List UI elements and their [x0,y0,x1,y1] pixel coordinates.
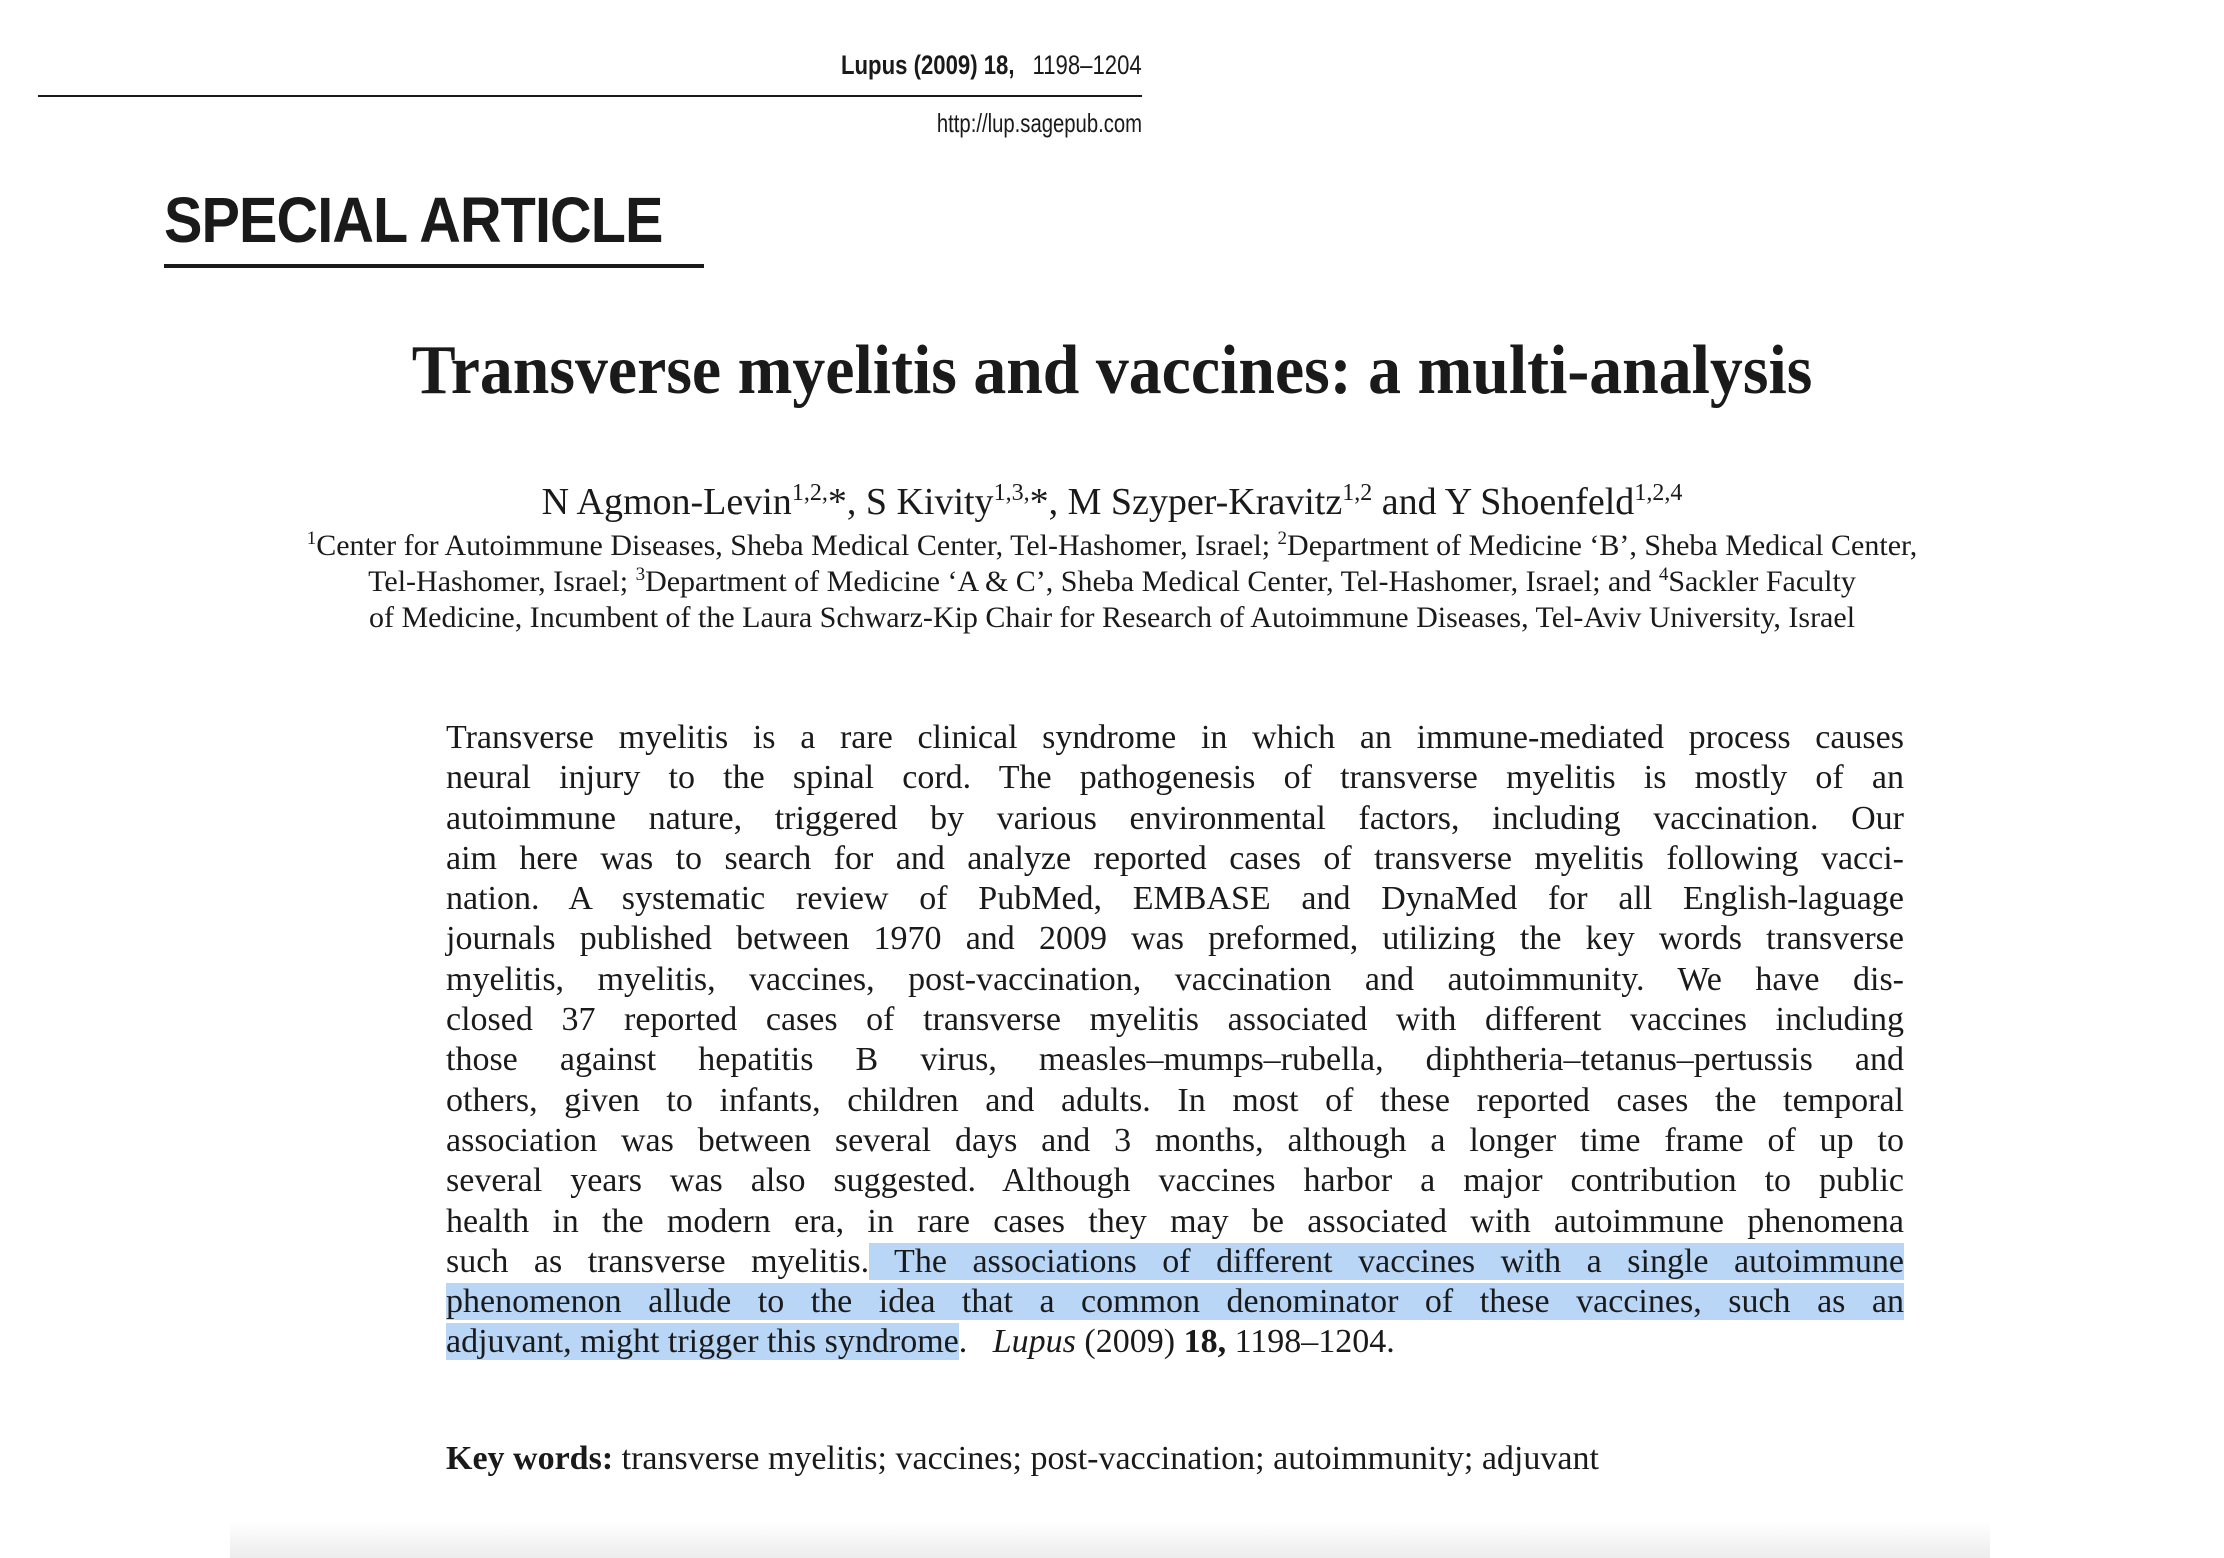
author-name: Y Shoenfeld [1444,481,1635,523]
author-separator: , [1048,481,1068,523]
author-affiliation-sup: 1,2 [1342,480,1373,506]
author-affiliation-sup: 1,3, [993,480,1030,506]
journal-url[interactable]: http://lup.sagepub.com [936,108,1142,138]
affiliation-text: Center for Autoimmune Diseases, Sheba Medical Center, Tel-Hashomer, Israel; [316,529,1278,562]
journal-citation-header [841,50,1142,81]
abstract-text: such as transverse myelitis. [446,1242,870,1280]
journal-name: Lupus (2009) 18, [841,50,1015,80]
section-label-underline [164,264,704,268]
keywords-text: transverse myelitis; vaccines; post-vaccination; autoimmunity; adjuvant [613,1440,1599,1477]
journal-pages: 1198–1204 [1032,50,1142,80]
bottom-shadow [230,1522,1990,1558]
keywords [446,1440,1599,1478]
affiliation-sup: 3 [635,564,646,585]
abstract-line: aim here was to search for and analyze reported cases of transverse myelitis following vacci- [446,839,1904,877]
affiliation-line: of Medicine, Incumbent of the Laura Schwarz-Kip Chair for Research of Autoimmune Diseases, Tel-Aviv University, Israel [368,601,1856,634]
abstract-line [446,1282,1904,1322]
affiliation-text: Tel-Hashomer, Israel; [368,565,636,598]
author-name: M Szyper-Kravitz [1067,481,1343,523]
author-mark: * [1029,481,1049,523]
abstract-line: health in the modern era, in rare cases they may be associated with autoimmune phenomena [446,1202,1904,1240]
author-separator: and [1372,481,1445,523]
author-affiliation-sup: 1,2,4 [1634,480,1683,506]
affiliation-sup: 2 [1277,528,1288,549]
affiliations [0,528,2224,636]
selected-text-highlight[interactable]: phenomenon allude to the idea that a common denominator of these vaccines, such as an [446,1283,1904,1321]
citation-volume: 18, [1183,1323,1227,1361]
section-label: SPECIAL ARTICLE [164,184,663,256]
affiliation-line [0,528,2224,564]
citation-journal: Lupus [992,1323,1076,1361]
keywords-label: Key words: [446,1440,614,1477]
author-separator: , [846,481,866,523]
abstract-line: Transverse myelitis is a rare clinical syndrome in which an immune-mediated process causes [446,719,1904,756]
author-name: N Agmon-Levin [541,481,792,523]
affiliation-text: Department of Medicine ‘A & C’, Sheba Medical Center, Tel-Hashomer, Israel; and [645,565,1659,598]
author-name: S Kivity [865,481,994,523]
abstract-line [446,1322,1904,1362]
abstract-line: association was between several days and 3 months, although a longer time frame of up to [446,1121,1904,1159]
selected-text-highlight[interactable]: The associations of different vaccines with a single autoimmune [869,1242,1905,1280]
abstract [446,718,1904,1363]
article-title [0,332,2224,409]
affiliation-sup: 1 [306,528,317,549]
author-list [0,480,2224,524]
abstract-line: closed 37 reported cases of transverse myelitis associated with different vaccines including [446,1001,1904,1039]
abstract-line [446,1242,1904,1282]
abstract-line: journals published between 1970 and 2009 was preformed, utilizing the key words transverse [446,920,1904,958]
abstract-line: those against hepatitis B virus, measles–mumps–rubella, diphtheria–tetanus–pertussis and [446,1041,1904,1079]
abstract-line: several years was also suggested. Although vaccines harbor a major contribution to public [446,1162,1904,1200]
author-mark: * [827,481,847,523]
abstract-line: others, given to infants, children and adults. In most of these reported cases the temporal [446,1081,1904,1119]
abstract-line: nation. A systematic review of PubMed, EMBASE and DynaMed for all English-laguage [446,880,1904,918]
header-rule [38,95,1142,97]
affiliation-text: Sackler Faculty [1668,565,1856,598]
selected-text-highlight[interactable]: adjuvant, might trigger this syndrome [446,1323,959,1361]
citation-pages: 1198–1204. [1226,1323,1395,1361]
affiliation-text: Department of Medicine ‘B’, Sheba Medical Center, [1287,529,1918,562]
affiliation-line [0,564,2224,600]
abstract-line: neural injury to the spinal cord. The pathogenesis of transverse myelitis is mostly of an [446,759,1904,797]
article-title-text: Transverse myelitis and vaccines: a multi-analysis [411,332,1813,409]
citation-year: (2009) [1075,1323,1184,1361]
abstract-line: autoimmune nature, triggered by various environmental factors, including vaccination. Our [446,799,1904,837]
abstract-line: myelitis, myelitis, vaccines, post-vaccination, vaccination and autoimmunity. We have dis- [446,960,1904,998]
author-affiliation-sup: 1,2, [791,480,828,506]
abstract-text: . [958,1323,993,1361]
affiliation-sup: 4 [1658,564,1669,585]
